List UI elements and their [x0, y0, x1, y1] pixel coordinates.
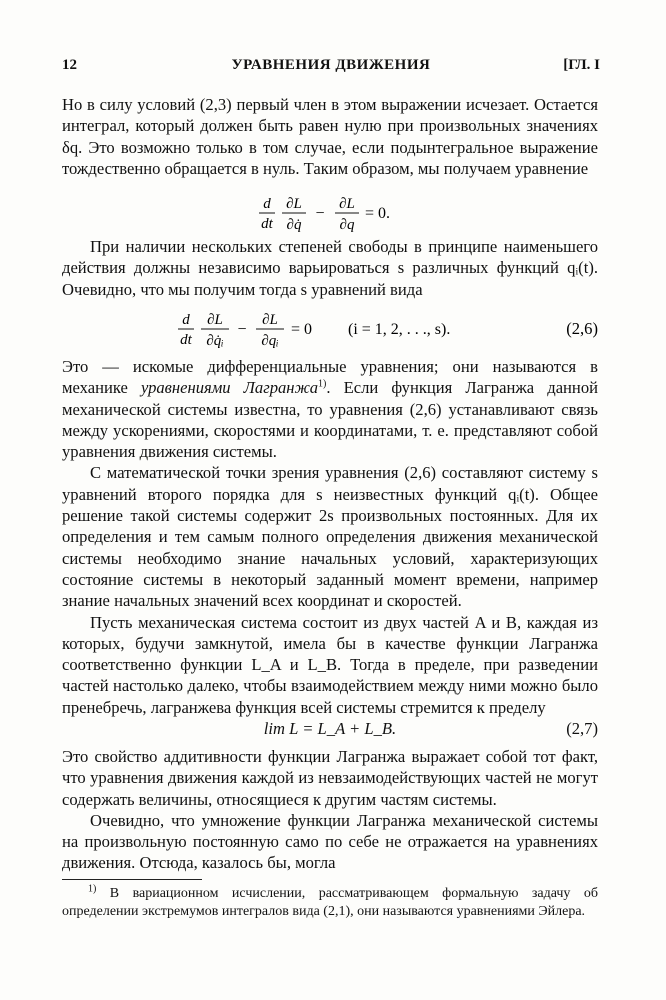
paragraph-3-after: . Если функция Лагранжа данной механической системы известна, то уравнения (2,6) устанавливают связь между ускорениями, скоростями и координатами, т. е. представляют собой уравнения движения системы.: [62, 378, 598, 462]
eq1-dq: ∂q: [339, 217, 355, 233]
equation-lagrange-single-svg: [62, 193, 598, 233]
paragraph-3: [62, 356, 598, 462]
eq1-equals: = 0.: [365, 205, 391, 222]
text-block-end: [62, 746, 598, 874]
eq27-formula: lim L = L_A + L_B.: [263, 719, 397, 738]
eq26-range: (i = 1, 2, . . ., s).: [348, 321, 451, 338]
eq27-number: (2,7): [566, 719, 598, 738]
eq1-dqdot: ∂q̇: [286, 217, 302, 233]
footnote-text-block: [62, 885, 598, 921]
paragraph-3-before: Это — искомые дифференциальные уравнения; они называются в механике: [62, 357, 598, 398]
equation-2-7: [62, 719, 598, 743]
term-lagrange-equations: уравнениями Лагранжа: [140, 378, 319, 398]
eq26-dq: ∂qᵢ: [261, 333, 279, 349]
footnote-marker: 1): [88, 883, 97, 895]
eq1-dL: ∂L: [286, 196, 302, 212]
text-block-main: [62, 356, 598, 718]
equation-2-6: [62, 309, 598, 349]
paragraph-2: [62, 236, 598, 300]
eq26-number: (2,6): [566, 319, 598, 338]
equation-2-6-svg: [62, 309, 598, 349]
paragraph-1: [62, 94, 598, 179]
footnote-rule: [62, 879, 202, 880]
footnote-ref-1[interactable]: 1): [318, 378, 327, 390]
eq1-d: d: [263, 196, 271, 212]
eq1-dL2: ∂L: [339, 196, 355, 212]
chapter-label: [ГЛ. I: [563, 57, 600, 73]
running-header: [62, 57, 600, 81]
equation-lagrange-single: [62, 193, 598, 233]
page-number: 12: [62, 57, 77, 73]
eq1-dt: dt: [261, 216, 273, 232]
eq1-minus: −: [315, 205, 325, 222]
footnote-text: В вариационном исчислении, рассматривающем формальную задачу об определении экстремумов интегралов вида (2,1), они называются уравнениями Эйлера.: [62, 886, 599, 919]
eq26-equals: = 0: [291, 321, 313, 338]
eq26-d: d: [182, 312, 190, 328]
paragraph-2-text: При наличии нескольких степеней свободы в принципе наименьшего действия должны независимо варьироваться s различных функций qᵢ(t). Очевидно, что мы получим тогда s уравнений вида: [62, 237, 598, 299]
eq26-dL2: ∂L: [262, 312, 278, 328]
eq26-dL: ∂L: [207, 312, 223, 328]
footnote: [62, 885, 598, 921]
paragraph-5: Пусть механическая система состоит из двух частей A и B, каждая из которых, будучи замкнутой, имела бы в качестве функции Лагранжа соответственно функции L_A и L_B. Тогда в пределе, при разведении частей настолько далеко, чтобы взаимодействием между ними можно было пренебречь, лагранжева функция всей системы стремится к пределу: [62, 612, 598, 717]
eq26-minus: −: [237, 321, 247, 338]
paragraph-1-text: Но в силу условий (2,3) первый член в этом выражении исчезает. Остается интеграл, который должен быть равен нулю при произвольных значениях δq. Это возможно только в том случае, если подынтегральное выражение тождественно обращается в нуль. Таким образом, мы получаем уравнение: [62, 95, 598, 178]
eq26-dqdot: ∂q̇ᵢ: [206, 333, 224, 349]
paragraph-6: Это свойство аддитивности функции Лагранжа выражает собой тот факт, что уравнения движения каждой из невзаимодействующих частей не могут содержать величины, относящиеся к другим частям системы.: [62, 747, 598, 809]
eq26-dt: dt: [180, 332, 192, 348]
running-title: УРАВНЕНИЯ ДВИЖЕНИЯ: [231, 57, 431, 73]
paragraph-4: С математической точки зрения уравнения (2,6) составляют систему s уравнений второго порядка для s неизвестных функций qᵢ(t). Общее решение такой системы содержит 2s произвольных постоянных. Для их определения и тем самым полного определения движения механической системы необходимо знание начальных условий, характеризующих состояние системы в некоторый заданный момент времени, например знание начальных значений всех координат и скоростей.: [62, 463, 598, 611]
paragraph-7: Очевидно, что умножение функции Лагранжа механической системы на произвольную постоянную само по себе не отражается на уравнениях движения. Отсюда, казалось бы, могла: [62, 810, 598, 873]
